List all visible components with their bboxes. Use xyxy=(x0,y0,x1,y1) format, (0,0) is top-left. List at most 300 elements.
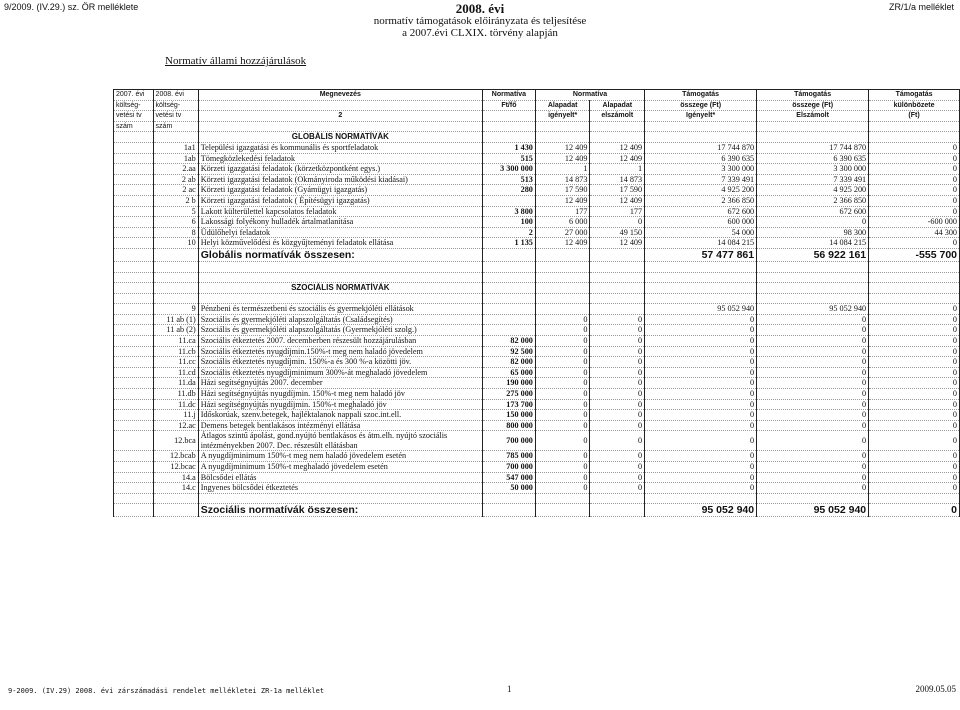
tamogatas-elszamolt-cell: 0 xyxy=(757,420,869,431)
code-2007-cell xyxy=(114,164,154,175)
empty-cell xyxy=(153,283,198,294)
empty-cell xyxy=(482,132,535,143)
alapadat-igenyelt-cell: 0 xyxy=(535,399,590,410)
empty-cell xyxy=(482,293,535,304)
alapadat-igenyelt-cell: 6 000 xyxy=(535,217,590,228)
code-cell: 11.cc xyxy=(153,357,198,368)
code-2007-cell xyxy=(114,472,154,483)
col-tamogatas-elszamolt-label xyxy=(757,121,869,132)
alapadat-igenyelt-cell: 0 xyxy=(535,410,590,421)
col-2007-code-label: szám xyxy=(114,121,154,132)
table-row xyxy=(114,420,960,431)
empty-cell xyxy=(535,272,590,283)
code-cell: 11.cd xyxy=(153,367,198,378)
normativa-cell: 275 000 xyxy=(482,389,535,400)
name-cell: A nyugdíjminimum 150%-t meg nem haladó jövedelem esetén xyxy=(198,451,482,462)
alapadat-igenyelt-cell: 0 xyxy=(535,314,590,325)
tamogatas-elszamolt-cell: 0 xyxy=(757,357,869,368)
table-row xyxy=(114,238,960,249)
name-cell: Helyi közművelődési és közgyűjteményi feladatok ellátása xyxy=(198,238,482,249)
code-2007-cell xyxy=(114,217,154,228)
global-total-row-elszamolt: 56 922 161 xyxy=(757,248,869,261)
empty-cell xyxy=(114,293,154,304)
table-row xyxy=(114,174,960,185)
normativa-cell: 700 000 xyxy=(482,431,535,451)
name-cell: Házi segítségnyújtás 2007. december xyxy=(198,378,482,389)
normativa-cell: 65 000 xyxy=(482,367,535,378)
alapadat-elszamolt-cell: 0 xyxy=(590,399,645,410)
global-title-row-label: GLOBÁLIS NORMATÍVÁK xyxy=(198,132,482,143)
alapadat-igenyelt-cell: 27 000 xyxy=(535,227,590,238)
tamogatas-igenyelt-cell: 0 xyxy=(645,389,757,400)
empty-cell xyxy=(535,248,590,261)
tamogatas-elszamolt-cell: 0 xyxy=(757,367,869,378)
doc-title-main: normatív támogatások előirányzata és teljesítése xyxy=(373,15,587,27)
doc-title-year: 2008. évi xyxy=(455,1,505,16)
kulonbozet-cell: 0 xyxy=(869,483,960,494)
header-row xyxy=(114,121,960,132)
footer-date: 2009.05.05 xyxy=(915,684,956,694)
code-2007-cell xyxy=(114,420,154,431)
kulonbozet-cell: 0 xyxy=(869,206,960,217)
name-cell: A nyugdíjminimum 150%-t meghaladó jövedelem esetén xyxy=(198,462,482,473)
kulonbozet-cell: 0 xyxy=(869,451,960,462)
kulonbozet-cell: 0 xyxy=(869,304,960,315)
code-2007-cell xyxy=(114,399,154,410)
table-row xyxy=(114,153,960,164)
tamogatas-elszamolt-cell: 672 600 xyxy=(757,206,869,217)
header-right: ZR/1/a melléklet xyxy=(888,2,954,12)
kulonbozet-cell: 0 xyxy=(869,174,960,185)
table-row xyxy=(114,389,960,400)
empty-cell xyxy=(535,493,590,504)
empty-cell xyxy=(535,261,590,272)
col-tamogatas-elszamolt-label: összege (Ft) xyxy=(757,100,869,111)
col-name-label: 2 xyxy=(198,111,482,122)
code-2007-cell xyxy=(114,227,154,238)
empty-cell xyxy=(590,283,645,294)
empty-cell xyxy=(590,272,645,283)
tamogatas-elszamolt-cell: 0 xyxy=(757,378,869,389)
tamogatas-igenyelt-cell: 4 925 200 xyxy=(645,185,757,196)
col-2007-code-label: 2007. évi xyxy=(114,90,154,101)
global-total-row-igenyelt: 57 477 861 xyxy=(645,248,757,261)
empty-cell xyxy=(869,283,960,294)
alapadat-elszamolt-cell: 0 xyxy=(590,451,645,462)
name-cell: Házi segítségnyújtás nyugdíjmin. 150%-t meg nem haladó jöv xyxy=(198,389,482,400)
code-cell: 5 xyxy=(153,206,198,217)
header-row xyxy=(114,90,960,101)
empty-cell xyxy=(869,293,960,304)
empty-cell xyxy=(645,293,757,304)
col-tamogatas-igenyelt-label xyxy=(645,121,757,132)
empty-cell xyxy=(114,504,154,517)
alapadat-elszamolt-cell: 0 xyxy=(590,483,645,494)
empty-cell xyxy=(757,293,869,304)
empty-cell xyxy=(757,283,869,294)
tamogatas-elszamolt-cell: 3 300 000 xyxy=(757,164,869,175)
code-2007-cell xyxy=(114,336,154,347)
code-cell: 2.aa xyxy=(153,164,198,175)
social-title-row xyxy=(114,283,960,294)
table-row xyxy=(114,304,960,315)
empty-cell xyxy=(590,504,645,517)
name-cell: Demens betegek bentlakásos intézményi ellátása xyxy=(198,420,482,431)
code-2007-cell xyxy=(114,325,154,336)
normativa-cell: 82 000 xyxy=(482,336,535,347)
tamogatas-elszamolt-cell: 0 xyxy=(757,462,869,473)
kulonbozet-cell: 0 xyxy=(869,185,960,196)
table-row xyxy=(114,483,960,494)
name-cell: Lakott külterülettel kapcsolatos feladatok xyxy=(198,206,482,217)
code-2007-cell xyxy=(114,153,154,164)
empty-cell xyxy=(114,493,154,504)
empty-cell xyxy=(757,272,869,283)
alapadat-igenyelt-cell: 0 xyxy=(535,325,590,336)
tamogatas-igenyelt-cell: 0 xyxy=(645,357,757,368)
code-cell: 2 ab xyxy=(153,174,198,185)
alapadat-elszamolt-cell: 12 409 xyxy=(590,153,645,164)
col-name-label: Megnevezés xyxy=(198,90,482,101)
code-cell: 11 ab (1) xyxy=(153,314,198,325)
name-cell: Átlagos szintű ápolást, gond.nyújtó bentlakásos és átm.elh. nyújtó szociális intézményekben 2007. Dec. részesült ellátásban xyxy=(198,431,482,451)
alapadat-igenyelt-cell: 12 409 xyxy=(535,142,590,153)
code-2007-cell xyxy=(114,462,154,473)
name-cell: Szociális étkeztetés nyugdíjmin. 150%-a és 300 %-a közötti jöv. xyxy=(198,357,482,368)
normativa-cell: 190 000 xyxy=(482,378,535,389)
tamogatas-igenyelt-cell: 600 000 xyxy=(645,217,757,228)
table-row xyxy=(114,451,960,462)
alapadat-elszamolt-cell: 49 150 xyxy=(590,227,645,238)
tamogatas-elszamolt-cell: 2 366 850 xyxy=(757,195,869,206)
code-2007-cell xyxy=(114,195,154,206)
empty-cell xyxy=(198,293,482,304)
code-cell: 11.da xyxy=(153,378,198,389)
alapadat-igenyelt-cell: 0 xyxy=(535,451,590,462)
col-normativa-label xyxy=(482,111,535,122)
kulonbozet-cell: 0 xyxy=(869,153,960,164)
empty-cell xyxy=(482,493,535,504)
code-cell: 8 xyxy=(153,227,198,238)
alapadat-igenyelt-cell: 12 409 xyxy=(535,153,590,164)
tamogatas-igenyelt-cell: 0 xyxy=(645,399,757,410)
social-total-row xyxy=(114,504,960,517)
code-2007-cell xyxy=(114,304,154,315)
empty-cell xyxy=(153,493,198,504)
global-section xyxy=(114,132,960,262)
normativa-cell: 100 xyxy=(482,217,535,228)
code-cell: 14.a xyxy=(153,472,198,483)
kulonbozet-cell: 0 xyxy=(869,420,960,431)
kulonbozet-cell: 0 xyxy=(869,336,960,347)
col-alapadat-elszamolt-label xyxy=(590,121,645,132)
empty-cell xyxy=(535,504,590,517)
alapadat-elszamolt-cell: 0 xyxy=(590,336,645,347)
tamogatas-igenyelt-cell: 0 xyxy=(645,378,757,389)
name-cell: Körzeti igazgatási feladatok (Gyámügyi igazgatás) xyxy=(198,185,482,196)
table-row xyxy=(114,357,960,368)
name-cell: Körzeti igazgatási feladatok (körzetközpontként egys.) xyxy=(198,164,482,175)
code-cell: 1ab xyxy=(153,153,198,164)
alapadat-igenyelt-cell: 0 xyxy=(535,483,590,494)
kulonbozet-cell: 0 xyxy=(869,399,960,410)
kulonbozet-cell: 0 xyxy=(869,431,960,451)
kulonbozet-cell: 0 xyxy=(869,389,960,400)
empty-cell xyxy=(482,248,535,261)
normativa-cell: 700 000 xyxy=(482,462,535,473)
code-cell: 12.ac xyxy=(153,420,198,431)
table-header xyxy=(114,90,960,132)
social-total-row-kulonbozet: 0 xyxy=(869,504,960,517)
col-tamogatas-elszamolt-label: Elszámolt xyxy=(757,111,869,122)
code-2007-cell xyxy=(114,483,154,494)
tamogatas-igenyelt-cell: 672 600 xyxy=(645,206,757,217)
alapadat-igenyelt-cell: 14 873 xyxy=(535,174,590,185)
normativa-cell: 1 430 xyxy=(482,142,535,153)
table-row xyxy=(114,431,960,451)
table-row xyxy=(114,195,960,206)
normativa-cell: 150 000 xyxy=(482,410,535,421)
code-2007-cell xyxy=(114,142,154,153)
global-total-row xyxy=(114,248,960,261)
name-cell: Időskorúak, szenv.betegek, hajléktalanok nappali szoc.int.ell. xyxy=(198,410,482,421)
global-total-row-kulonbozet: -555 700 xyxy=(869,248,960,261)
normativa-cell: 513 xyxy=(482,174,535,185)
name-cell: Körzeti igazgatási feladatok ( Építésügyi igazgatás) xyxy=(198,195,482,206)
table-row xyxy=(114,346,960,357)
tamogatas-elszamolt-cell: 0 xyxy=(757,336,869,347)
table-row xyxy=(114,367,960,378)
kulonbozet-cell: -600 000 xyxy=(869,217,960,228)
header-row xyxy=(114,100,960,111)
kulonbozet-cell: 0 xyxy=(869,164,960,175)
kulonbozet-cell: 0 xyxy=(869,238,960,249)
tamogatas-igenyelt-cell: 14 084 215 xyxy=(645,238,757,249)
table-row xyxy=(114,462,960,473)
spacer-row xyxy=(114,493,960,504)
empty-cell xyxy=(590,293,645,304)
col-normativa-label: Normatíva xyxy=(482,90,535,101)
normativa-cell: 3 800 xyxy=(482,206,535,217)
normativa-cell xyxy=(482,325,535,336)
empty-cell xyxy=(153,261,198,272)
alapadat-elszamolt-cell: 0 xyxy=(590,357,645,368)
empty-cell xyxy=(869,493,960,504)
name-cell: Pénzbeni és természetbeni és szociális és gyermekjóléti ellátások xyxy=(198,304,482,315)
normativa-cell: 280 xyxy=(482,185,535,196)
col-tamogatas-igenyelt-label: összege (Ft) xyxy=(645,100,757,111)
code-cell: 14.c xyxy=(153,483,198,494)
alapadat-elszamolt-cell: 0 xyxy=(590,378,645,389)
col-alapadat-elszamolt-label: Alapadat xyxy=(590,100,645,111)
header-left: 9/2009. (IV.29.) sz. ÖR melléklete xyxy=(4,2,139,12)
alapadat-igenyelt-cell: 0 xyxy=(535,336,590,347)
empty-cell xyxy=(482,504,535,517)
kulonbozet-cell: 0 xyxy=(869,410,960,421)
social-total-row-elszamolt: 95 052 940 xyxy=(757,504,869,517)
normativa-cell: 82 000 xyxy=(482,357,535,368)
tamogatas-igenyelt-cell: 3 300 000 xyxy=(645,164,757,175)
tamogatas-igenyelt-cell: 0 xyxy=(645,410,757,421)
alapadat-igenyelt-cell: 0 xyxy=(535,420,590,431)
alapadat-igenyelt-cell: 0 xyxy=(535,367,590,378)
alapadat-elszamolt-cell: 0 xyxy=(590,431,645,451)
alapadat-elszamolt-cell: 0 xyxy=(590,346,645,357)
normativa-cell: 50 000 xyxy=(482,483,535,494)
col-tamogatas-igenyelt-label: Támogatás xyxy=(645,90,757,101)
tamogatas-igenyelt-cell: 0 xyxy=(645,314,757,325)
alapadat-elszamolt-cell: 12 409 xyxy=(590,195,645,206)
empty-cell xyxy=(153,248,198,261)
code-2007-cell xyxy=(114,378,154,389)
table-row xyxy=(114,227,960,238)
alapadat-elszamolt-cell: 0 xyxy=(590,367,645,378)
code-2007-cell xyxy=(114,174,154,185)
tamogatas-elszamolt-cell: 98 300 xyxy=(757,227,869,238)
code-cell: 2 ac xyxy=(153,185,198,196)
normativa-cell xyxy=(482,195,535,206)
footer-left: 9-2009. (IV.29) 2008. évi zárszámadási rendelet mellékletei ZR-1a melléklet xyxy=(8,687,325,695)
alapadat-igenyelt-cell: 17 590 xyxy=(535,185,590,196)
alapadat-elszamolt-cell: 17 590 xyxy=(590,185,645,196)
code-cell: 12.bca xyxy=(153,431,198,451)
code-2007-cell xyxy=(114,431,154,451)
alapadat-elszamolt-cell: 0 xyxy=(590,420,645,431)
empty-cell xyxy=(645,283,757,294)
table-row xyxy=(114,142,960,153)
code-cell: 12.bcab xyxy=(153,451,198,462)
empty-cell xyxy=(590,248,645,261)
name-cell: Tömegközlekedési feladatok xyxy=(198,153,482,164)
alapadat-elszamolt-cell: 0 xyxy=(590,389,645,400)
empty-cell xyxy=(482,283,535,294)
kulonbozet-cell: 0 xyxy=(869,367,960,378)
empty-cell xyxy=(114,132,154,143)
kulonbozet-cell: 0 xyxy=(869,314,960,325)
name-cell: Lakossági folyékony hulladék ártalmatlanítása xyxy=(198,217,482,228)
tamogatas-elszamolt-cell: 0 xyxy=(757,399,869,410)
table-row xyxy=(114,206,960,217)
code-2007-cell xyxy=(114,451,154,462)
col-normativa-label: Ft/fő xyxy=(482,100,535,111)
col-2008-code-label: vetési tv xyxy=(153,111,198,122)
tamogatas-igenyelt-cell: 2 366 850 xyxy=(645,195,757,206)
code-cell: 12.bcac xyxy=(153,462,198,473)
empty-cell xyxy=(482,261,535,272)
empty-cell xyxy=(869,261,960,272)
name-cell: Üdülőhelyi feladatok xyxy=(198,227,482,238)
normativa-cell: 1 135 xyxy=(482,238,535,249)
global-total-row-label: Globális normatívák összesen: xyxy=(198,248,482,261)
alapadat-elszamolt-cell: 0 xyxy=(590,314,645,325)
name-cell: Szociális étkeztetés nyugdíjmin.150%-t meg nem haladó jövedelem xyxy=(198,346,482,357)
table-row xyxy=(114,217,960,228)
code-cell: 11.dc xyxy=(153,399,198,410)
col-tamogatas-igenyelt-label: Igényelt* xyxy=(645,111,757,122)
code-2007-cell xyxy=(114,206,154,217)
col-2008-code-label: szám xyxy=(153,121,198,132)
empty-cell xyxy=(198,493,482,504)
tamogatas-igenyelt-cell: 0 xyxy=(645,325,757,336)
tamogatas-igenyelt-cell: 0 xyxy=(645,472,757,483)
empty-cell xyxy=(153,293,198,304)
tamogatas-igenyelt-cell: 6 390 635 xyxy=(645,153,757,164)
empty-cell xyxy=(535,283,590,294)
empty-cell xyxy=(645,493,757,504)
empty-cell xyxy=(645,272,757,283)
tamogatas-elszamolt-cell: 17 744 870 xyxy=(757,142,869,153)
tamogatas-elszamolt-cell: 4 925 200 xyxy=(757,185,869,196)
col-tamogatas-elszamolt-label: Támogatás xyxy=(757,90,869,101)
col-2007-code-label: költség- xyxy=(114,100,154,111)
code-cell: 9 xyxy=(153,304,198,315)
tamogatas-igenyelt-cell: 17 744 870 xyxy=(645,142,757,153)
table-row xyxy=(114,410,960,421)
code-cell: 11.j xyxy=(153,410,198,421)
alapadat-igenyelt-cell: 1 xyxy=(535,164,590,175)
name-cell: Bölcsődei ellátás xyxy=(198,472,482,483)
social-total-row-igenyelt: 95 052 940 xyxy=(645,504,757,517)
alapadat-igenyelt-cell: 0 xyxy=(535,462,590,473)
alapadat-elszamolt-cell: 0 xyxy=(590,462,645,473)
normative-table xyxy=(113,89,960,517)
normativa-cell: 800 000 xyxy=(482,420,535,431)
alapadat-elszamolt-cell: 0 xyxy=(590,217,645,228)
empty-cell xyxy=(590,493,645,504)
tamogatas-elszamolt-cell: 6 390 635 xyxy=(757,153,869,164)
kulonbozet-cell: 0 xyxy=(869,462,960,473)
empty-cell xyxy=(869,132,960,143)
col-kulonbozet-label xyxy=(869,121,960,132)
empty-cell xyxy=(153,272,198,283)
alapadat-igenyelt-cell: 0 xyxy=(535,431,590,451)
alapadat-elszamolt-cell: 0 xyxy=(590,410,645,421)
alapadat-elszamolt-cell: 12 409 xyxy=(590,142,645,153)
normativa-cell: 92 500 xyxy=(482,346,535,357)
table-row xyxy=(114,378,960,389)
code-2007-cell xyxy=(114,314,154,325)
tamogatas-elszamolt-cell: 0 xyxy=(757,325,869,336)
empty-cell xyxy=(482,272,535,283)
col-normativa-label xyxy=(482,121,535,132)
table-row xyxy=(114,472,960,483)
header-row xyxy=(114,111,960,122)
spacer-row xyxy=(114,293,960,304)
code-2007-cell xyxy=(114,389,154,400)
alapadat-igenyelt-cell: 0 xyxy=(535,472,590,483)
tamogatas-elszamolt-cell: 7 339 491 xyxy=(757,174,869,185)
spacer-row xyxy=(114,272,960,283)
empty-cell xyxy=(198,272,482,283)
tamogatas-igenyelt-cell: 0 xyxy=(645,336,757,347)
name-cell: Települési igazgatási és kommunális és sportfeladatok xyxy=(198,142,482,153)
normativa-cell xyxy=(482,314,535,325)
tamogatas-igenyelt-cell: 0 xyxy=(645,483,757,494)
col-kulonbozet-label: különbözete xyxy=(869,100,960,111)
empty-cell xyxy=(757,261,869,272)
code-cell: 11.ca xyxy=(153,336,198,347)
alapadat-igenyelt-cell: 0 xyxy=(535,357,590,368)
alapadat-igenyelt-cell: 0 xyxy=(535,389,590,400)
kulonbozet-cell: 0 xyxy=(869,357,960,368)
tamogatas-elszamolt-cell: 0 xyxy=(757,472,869,483)
code-cell: 10 xyxy=(153,238,198,249)
alapadat-elszamolt-cell: 0 xyxy=(590,325,645,336)
empty-cell xyxy=(590,132,645,143)
normativa-cell: 547 000 xyxy=(482,472,535,483)
col-alapadat-igenyelt-label: Alapadat xyxy=(535,100,590,111)
empty-cell xyxy=(114,248,154,261)
